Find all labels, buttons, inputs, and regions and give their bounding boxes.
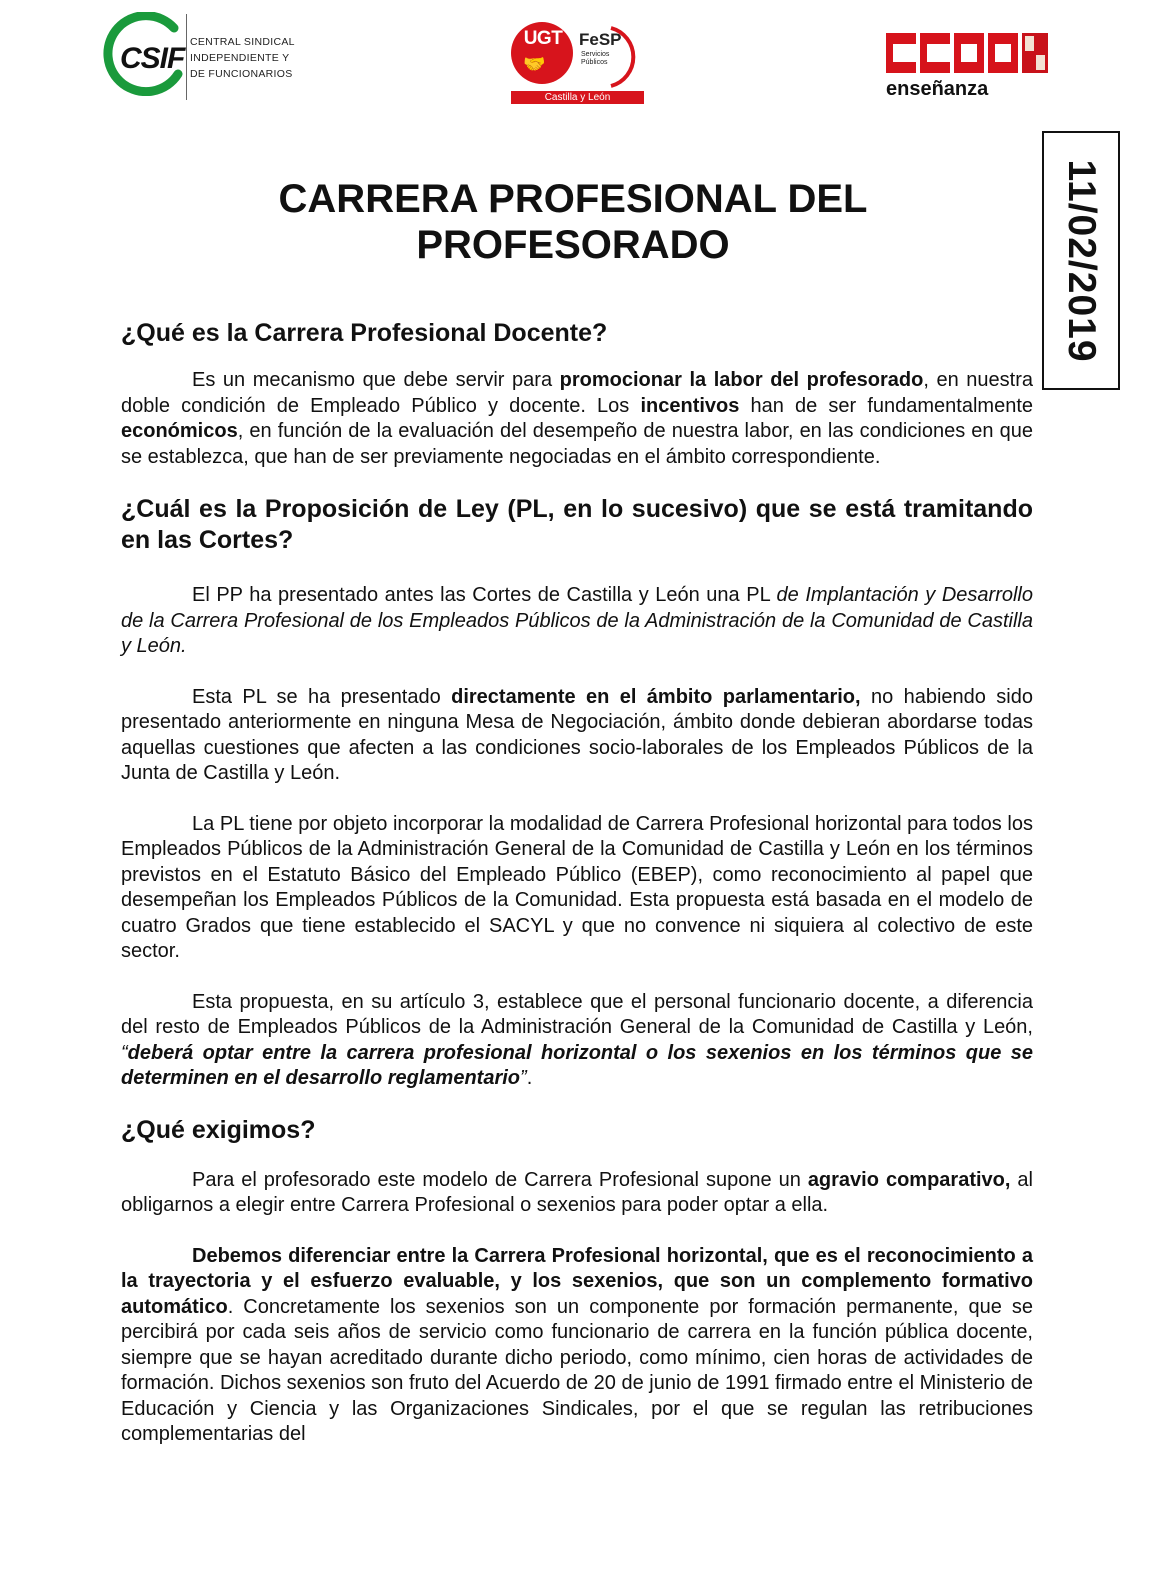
ugt-fesp-logo xyxy=(509,22,647,106)
paragraph-sexenios xyxy=(121,1244,1033,1448)
text-run: no habiendo sido presentado anteriormente en ninguna Mesa de Negociación, ámbito donde debieran abordarse todas aquellas cuestiones que afecten a las condiciones socio-laborales de los Empleados Públicos de la Junta de Castilla y León. xyxy=(121,685,1033,784)
bold-run: directamente en el ámbito parlamentario, xyxy=(451,685,861,708)
page-title xyxy=(150,176,996,268)
section-heading-what-is: ¿Qué es la Carrera Profesional Docente? xyxy=(121,319,608,347)
ugt-wordmark: UGT xyxy=(523,28,563,49)
section-heading-proposicion-de-ley: ¿Cuál es la Proposición de Ley (PL, en lo sucesivo) que se está tramitando en las Cortes? xyxy=(121,495,1033,554)
ccoo-letter-c-icon xyxy=(886,33,916,73)
handshake-icon: 🤝 xyxy=(523,54,546,74)
text-run: , en nuestra doble condición de Empleado Público y docente. Los xyxy=(121,369,1034,417)
paragraph-pl-parliament xyxy=(121,685,1033,787)
bold-run: promocionar la labor del profesorado xyxy=(559,369,924,391)
text-run: El PP ha presentado antes las Cortes de Castilla y León una PL xyxy=(192,584,777,606)
ccoo-logo xyxy=(886,33,1051,103)
text-run: Esta PL se ha presentado xyxy=(192,685,452,708)
paragraph-definition xyxy=(121,368,1033,470)
paragraph-pl-objective: La PL tiene por objeto incorporar la modalidad de Carrera Profesional horizontal para todos los Empleados Públicos de la Administración General de la Comunidad de Castilla y León en los términos previstos en el Estatuto Básico del Empleado Público (EBEP), como reconocimiento al papel que desempeñan los Empleados Públicos de la Comunidad. Esta propuesta está basada en el modelo de cuatro Grados que tiene establecido el SACYL y que no convence ni siquiera al colectivo de este sector. xyxy=(121,812,1033,962)
csif-logo xyxy=(102,12,302,104)
ccoo-letter-c-icon xyxy=(920,33,950,73)
fesp-subtitle: Servicios Públicos xyxy=(581,51,610,66)
text-run: Esta propuesta, en su artículo 3, establece que el personal funcionario docente, a diferencia del resto de Empleados Públicos de la Administración General de la Comunidad de Castilla y León, xyxy=(121,990,1033,1038)
csif-tagline-line-1: CENTRAL SINDICAL xyxy=(190,36,295,48)
ccoo-wordmark-blocks xyxy=(886,33,1018,73)
bold-run: agravio comparativo, xyxy=(807,1168,1011,1191)
italic-run: de Implantación y Desarrollo de la Carrera Profesional de los Empleados Públicos de la Administración de la Comunidad de Castilla y León. xyxy=(121,584,1033,657)
paragraph-agravio xyxy=(121,1168,1033,1219)
fesp-wordmark: FeSP xyxy=(579,30,622,49)
text-run: Para el profesorado este modelo de Carrera Profesional supone un xyxy=(192,1168,808,1191)
italic-run: “ xyxy=(121,1041,128,1064)
section-heading-demands: ¿Qué exigimos? xyxy=(121,1115,316,1144)
paragraph-article-3 xyxy=(121,990,1033,1092)
castilla-leon-flag-icon xyxy=(1022,33,1048,73)
csif-wordmark: CSIF xyxy=(120,42,185,75)
bold-italic-run: deberá optar entre la carrera profesional horizontal o los sexenios en los términos que se determinen en el desarrollo reglamentario xyxy=(121,1041,1033,1089)
csif-tagline xyxy=(190,34,295,82)
document-body xyxy=(121,318,1033,1448)
page-title-line-1: CARRERA PROFESIONAL DEL xyxy=(278,177,868,221)
ugt-region-bar: Castilla y León xyxy=(511,91,644,104)
text-run: Es un mecanismo que debe servir para xyxy=(192,369,560,391)
page-title-line-2: PROFESORADO xyxy=(416,223,730,267)
date-stamp-box xyxy=(1042,131,1120,390)
csif-tagline-line-2: INDEPENDIENTE Y xyxy=(190,52,290,64)
ccoo-subtitle: enseñanza xyxy=(886,78,989,100)
csif-divider xyxy=(186,14,187,100)
text-run: al obligarnos a elegir entre Carrera Profesional o sexenios para poder optar a ella. xyxy=(121,1168,1033,1216)
fesp-arc-icon xyxy=(601,24,645,90)
csif-tagline-line-3: DE FUNCIONARIOS xyxy=(190,68,293,80)
italic-run: ” xyxy=(520,1067,527,1089)
text-run: , en función de la evaluación del desempeño de nuestra labor, en las condiciones en que se establezca, que han de ser previamente negociadas en el ámbito correspondiente. xyxy=(121,420,1033,468)
date-stamp: 11/02/2019 xyxy=(1060,158,1103,363)
bold-run: económicos xyxy=(121,420,238,442)
text-run: han de ser fundamentalmente xyxy=(739,394,1034,417)
bold-run: incentivos xyxy=(640,394,740,417)
ccoo-letter-o-icon xyxy=(954,33,984,73)
text-run: . Concretamente los sexenios son un componente por formación permanente, que se percibirá por cada seis años de servicio como funcionario de carrera en la función pública docente, siempre que se hayan acreditado durante dicho periodo, como mínimo, cien horas de actividades de formación. Dichos sexenios son fruto del Acuerdo de 20 de junio de 1991 firmado entre el Ministerio de Educación y Ciencia y las Organizaciones Sindicales, por el que se regulan las retribuciones complementarias del xyxy=(121,1295,1033,1445)
text-run: . xyxy=(526,1067,533,1089)
bold-run: Debemos diferenciar entre la Carrera Profesional horizontal, que es el reconocimiento a la trayectoria y el esfuerzo evaluable, y los sexenios, que son un complemento formativo automático xyxy=(121,1244,1033,1318)
ccoo-letter-o-icon xyxy=(988,33,1018,73)
paragraph-pl-presented xyxy=(121,583,1033,660)
